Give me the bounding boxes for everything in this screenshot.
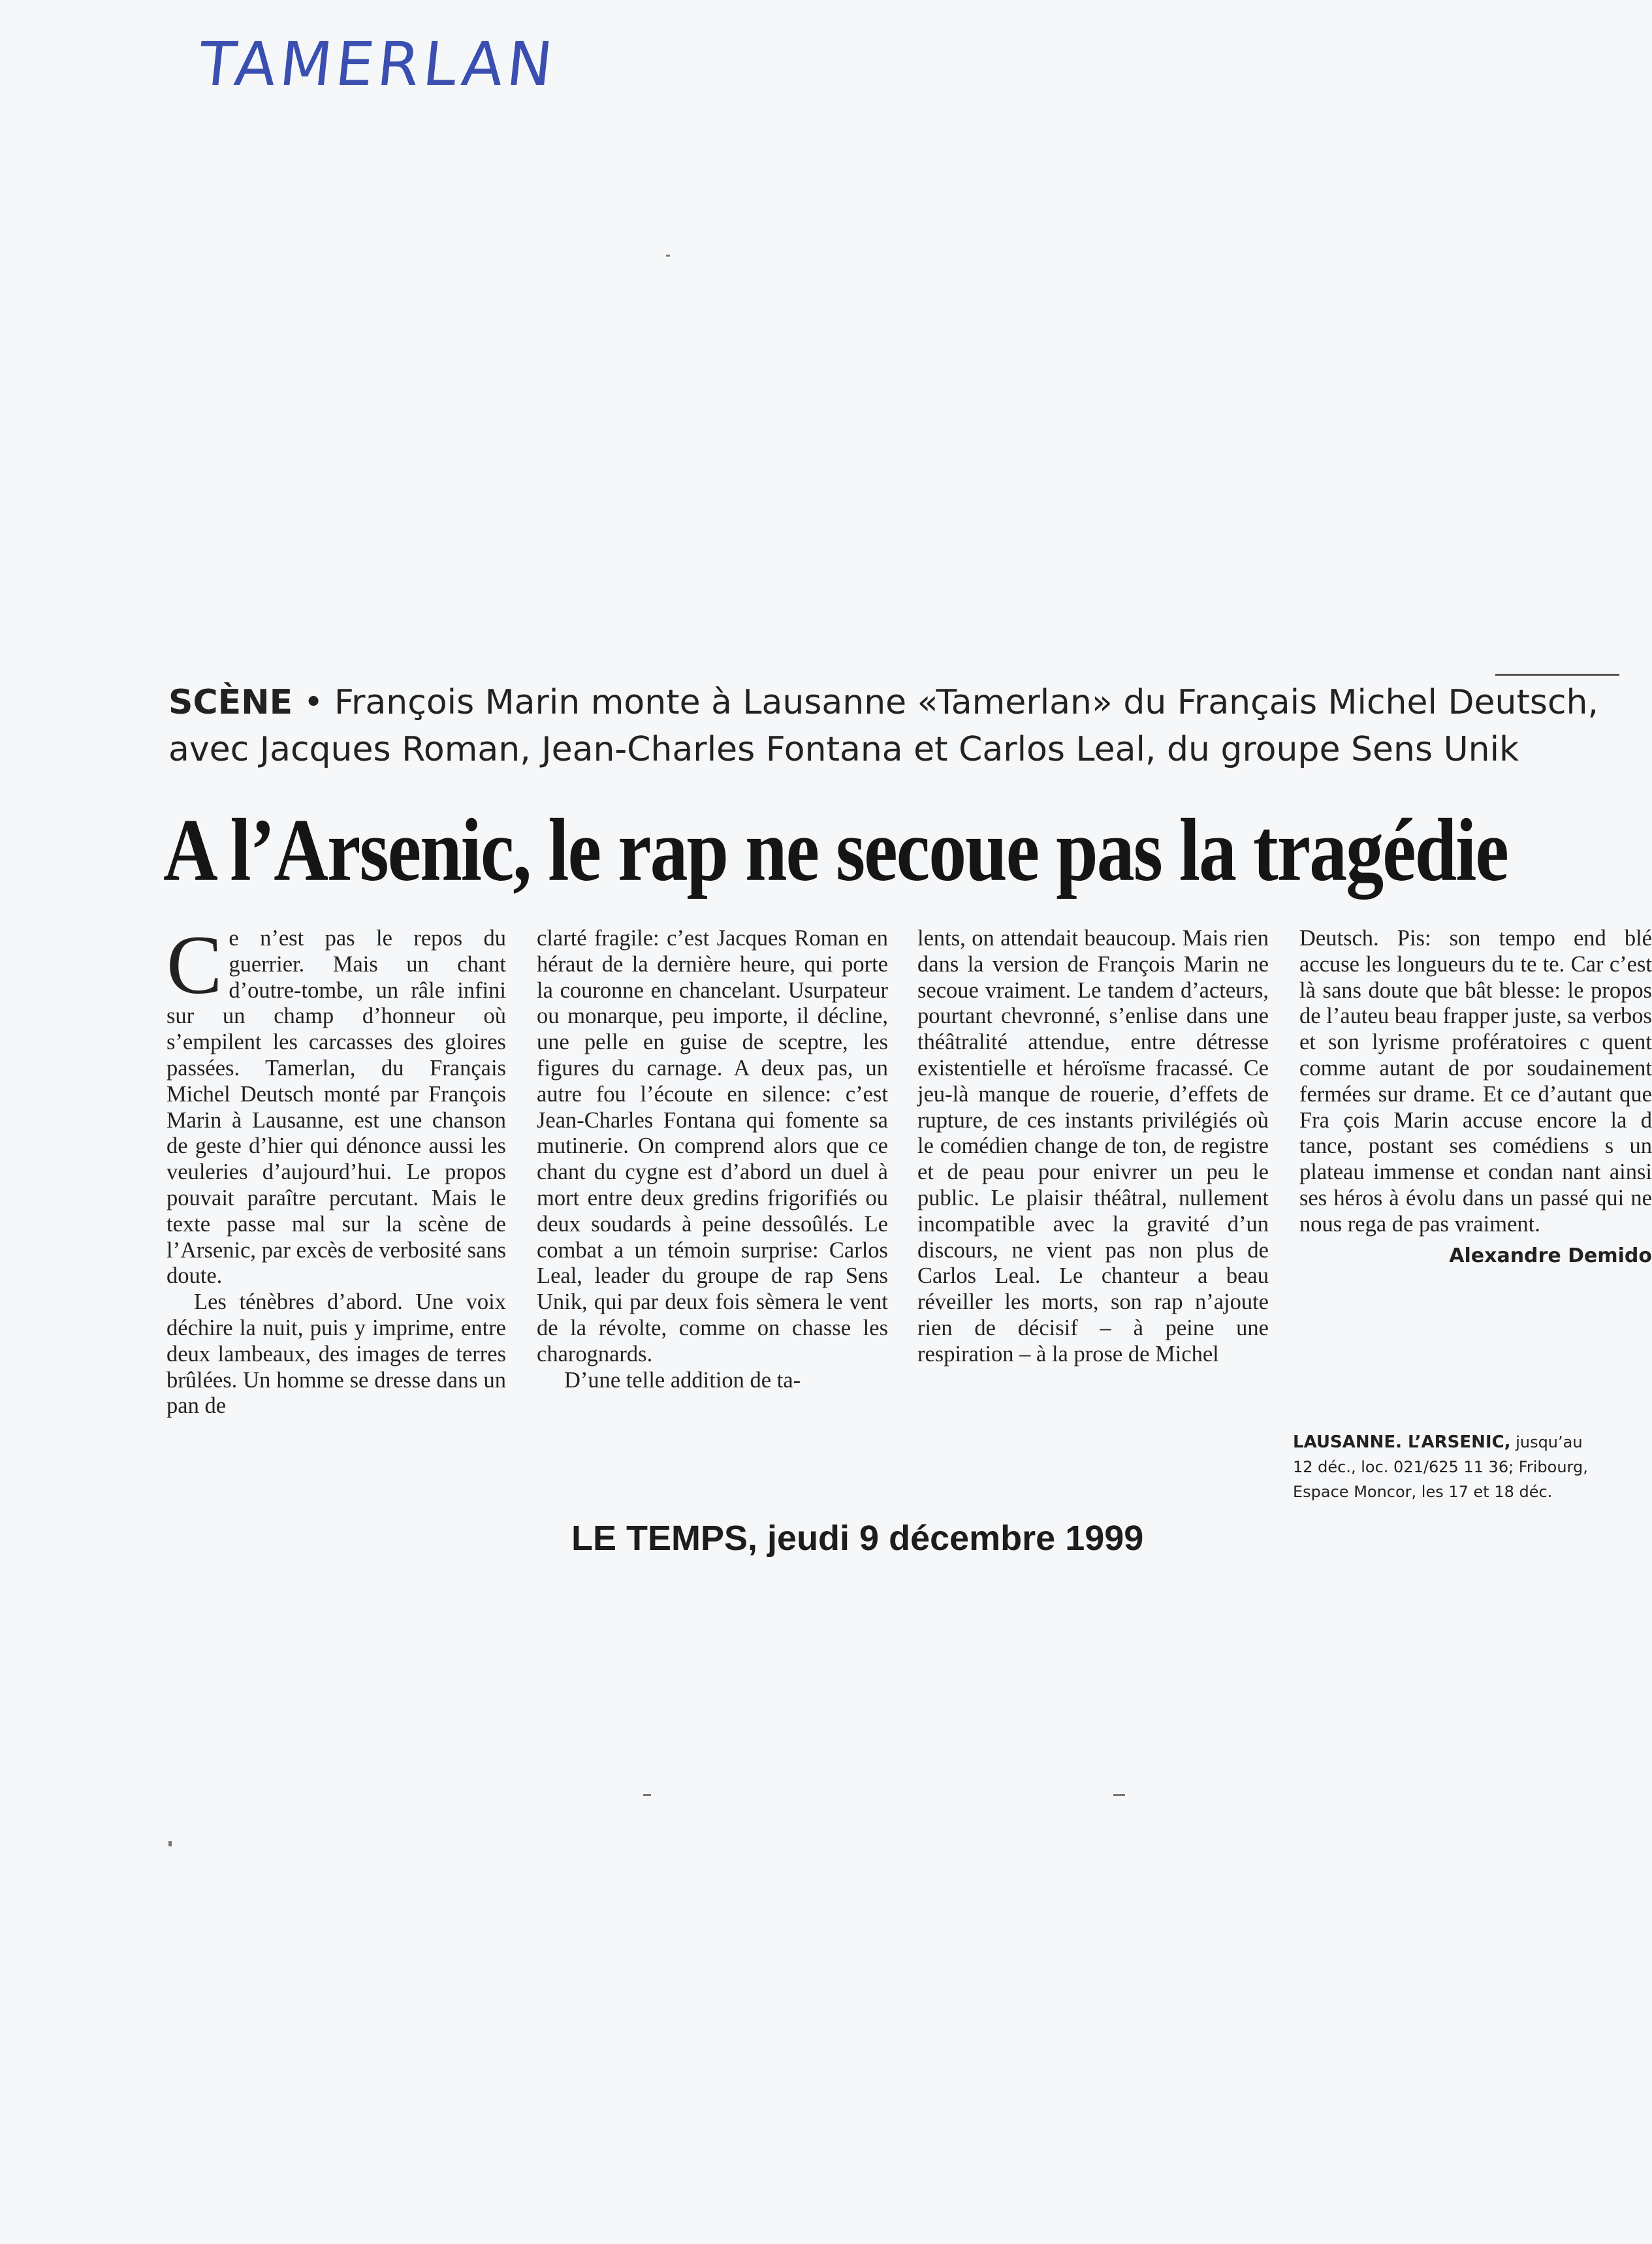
column-rule — [1495, 674, 1619, 676]
article-column-3 — [917, 926, 1269, 1368]
handwritten-note: TAMERLAN — [195, 29, 560, 99]
kicker-separator: • — [303, 683, 324, 722]
kicker-line1: François Marin monte à Lausanne «Tamerlan» du Français Michel Deutsch, — [334, 683, 1599, 722]
article-column-2 — [537, 926, 888, 1393]
performance-info — [1293, 1430, 1619, 1504]
info-place: LAUSANNE. L’ARSENIC, — [1293, 1432, 1511, 1452]
col2-paragraph-1: clarté fragile: c’est Jacques Roman en héraut de la dernière heure, qui porte la couronne en chancelant. Usurpateur ou monarque, peu importe, il décline, une pelle en guise de sceptre, les figures du carnage. A deux pas, un autre fou l’écoute en silence: c’est Jean-Charles Fontana qui fomente sa mutinerie. On comprend alors que ce chant du cygne est d’abord un duel à mort entre deux gredins frigorifiés ou deux soudards à peine dessoûlés. Le combat a un témoin surprise: Carlos Leal, leader du groupe de rap Sens Unik, qui par deux fois sèmera le vent de la révolte, comme on chasse les charognards. — [537, 926, 888, 1367]
scan-speck — [168, 1841, 172, 1846]
col2-paragraph-2: D’une telle addition de ta- — [564, 1367, 801, 1393]
col1-paragraph-2: Les ténèbres d’abord. Une voix déchire la nuit, puis y imprime, entre deux lambeaux, des images de terres brûlées. Un homme se dresse dans un pan de — [167, 1289, 506, 1419]
publication-footer: LE TEMPS, jeudi 9 décembre 1999 — [571, 1519, 1144, 1558]
col4-paragraph-1: Deutsch. Pis: son tempo end blé accuse les longueurs du te te. Car c’est là sans doute que bât blesse: le propos de l’auteu beau frapper juste, sa verbos et son lyrisme profératoires c quent comme autant de por soudainement fermées sur drame. Et ce d’autant que Fra çois Marin accuse encore la d tance, postant ses comédiens s un plateau immense et condan nant ainsi ses héros à évolu dans un passé qui ne nous rega de pas vraiment. — [1299, 926, 1652, 1237]
author-byline: Alexandre Demido — [1449, 1244, 1652, 1267]
drop-cap: C — [167, 919, 223, 1011]
scan-speck — [1113, 1794, 1125, 1796]
kicker-section: SCÈNE — [168, 683, 293, 722]
info-line3: Espace Moncor, les 17 et 18 déc. — [1293, 1483, 1553, 1501]
article-column-4 — [1299, 926, 1652, 1269]
headline: A l’Arsenic, le rap ne secoue pas la tragédie — [163, 801, 1508, 900]
kicker-line2: avec Jacques Roman, Jean-Charles Fontana et Carlos Leal, du groupe Sens Unik — [168, 730, 1519, 769]
article-column-1 — [167, 919, 506, 1419]
scan-speck — [666, 255, 670, 257]
col3-paragraph-1: lents, on attendait beaucoup. Mais rien dans la version de François Marin ne secoue vraiment. Le tandem d’acteurs, pourtant chevronné, s’enlise dans une théâtralité attendue, entre détresse existentielle et héroïsme fracassé. Ce jeu-là manque de rouerie, d’effets de rupture, de ces instants privilégiés où le comédien change de ton, de registre et de peau pour enivrer un peu le public. Le plaisir théâtral, nullement incompatible avec la gravité d’un discours, ne vient pas non plus de Carlos Leal. Le chanteur a beau réveiller les morts, son rap n’ajoute rien de décisif – à peine une respiration – à la prose de Michel — [917, 926, 1269, 1367]
info-line1: jusqu’au — [1516, 1433, 1583, 1451]
col1-paragraph-1: e n’est pas le repos du guerrier. Mais un chant d’outre-tombe, un râle infini sur un champ d’honneur où s’empilent les carcasses des gloires passées. Tamerlan, du Français Michel Deutsch monté par François Marin à Lausanne, est une chanson de geste d’hier qui dénonce aussi les veuleries d’aujourd’hui. Le propos pouvait paraître percutant. Mais le texte passe mal sur la scène de l’Arsenic, par excès de verbosité sans doute. — [167, 926, 506, 1289]
scan-speck — [643, 1794, 651, 1796]
kicker — [168, 679, 1605, 773]
info-line2: 12 déc., loc. 021/625 11 36; Fribourg, — [1293, 1458, 1588, 1476]
